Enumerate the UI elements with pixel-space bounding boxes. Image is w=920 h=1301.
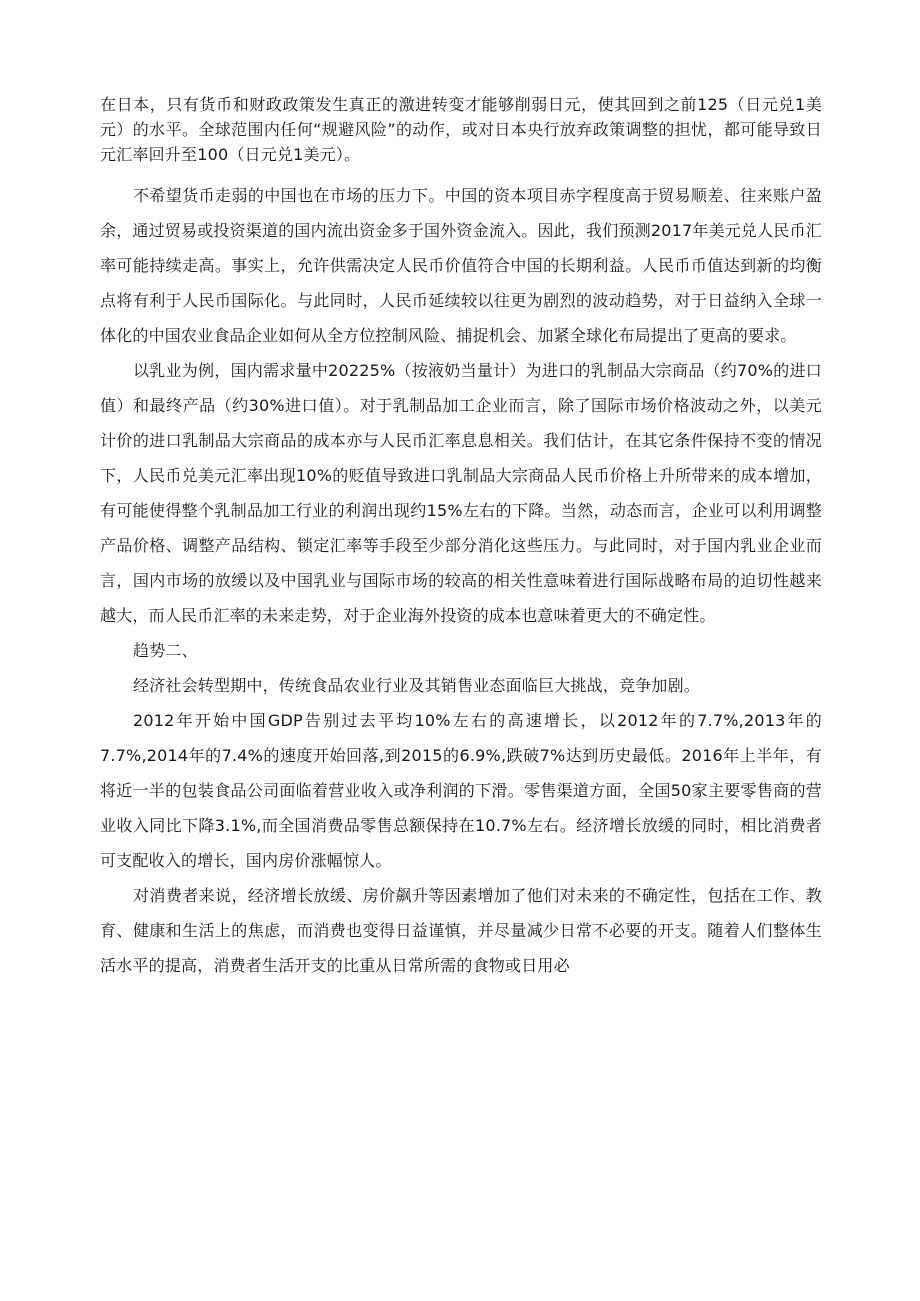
paragraph-dairy-example: 以乳业为例，国内需求量中20225%（按液奶当量计）为进口的乳制品大宗商品（约70%的进口值）和最终产品（约30%进口值）。对于乳制品加工企业而言，除了国际市场价格波动之外，以美元计价的进口乳制品大宗商品的成本亦与人民币汇率息息相关。我们估计，在其它条件保持不变的情况下，人民币兑美元汇率出现10%的贬值导致进口乳制品大宗商品人民币价格上升所带来的成本增加，有可能使得整个乳制品加工行业的利润出现约15%左右的下降。当然，动态而言，企业可以利用调整产品价格、调整产品结构、锁定汇率等手段至少部分消化这些压力。与此同时，对于国内乳业企业而言，国内市场的放缓以及中国乳业与国际市场的较高的相关性意味着进行国际战略布局的迫切性越来越大，而人民币汇率的未来走势，对于企业海外投资的成本也意味着更大的不确定性。: [100, 361, 822, 625]
heading-trend-two: 趋势二、: [133, 641, 198, 660]
paragraph-trend-two-summary: 经济社会转型期中，传统食品农业行业及其销售业态面临巨大挑战，竞争加剧。: [133, 676, 701, 695]
paragraph-china-currency: 不希望货币走弱的中国也在市场的压力下。中国的资本项目赤字程度高于贸易顺差、往来账户盈余，通过贸易或投资渠道的国内流出资金多于国外资金流入。因此，我们预测2017年美元兑人民币汇率可能持续走高。事实上，允许供需决定人民币价值符合中国的长期利益。人民币币值达到新的均衡点将有利于人民币国际化。与此同时，人民币延续较以往更为剧烈的波动趋势，对于日益纳入全球一体化的中国农业食品企业如何从全方位控制风险、捕捉机会、加紧全球化布局提出了更高的要求。: [100, 186, 822, 345]
paragraph-yen-outlook: 在日本，只有货币和财政政策发生真正的激进转变才能够削弱日元，使其回到之前125（日元兑1美元）的水平。全球范围内任何“规避风险”的动作，或对日本央行放弃政策调整的担忧，都可能导致日元汇率回升至100（日元兑1美元）。: [100, 95, 822, 164]
document-body: [100, 92, 822, 983]
paragraph-consumer-uncertainty: 对消费者来说，经济增长放缓、房价飙升等因素增加了他们对未来的不确定性，包括在工作、教育、健康和生活上的焦虑，而消费也变得日益谨慎，并尽量减少日常不必要的开支。随着人们整体生活水平的提高，消费者生活开支的比重从日常所需的食物或日用必: [100, 886, 822, 975]
paragraph-gdp-growth: 2012年开始中国GDP告别过去平均10%左右的高速增长，以2012年的7.7%,2013年的7.7%,2014年的7.4%的速度开始回落,到2015的6.9%,跌破7%达到历史最低。2016年上半年，有将近一半的包装食品公司面临着营业收入或净利润的下滑。零售渠道方面，全国50家主要零售商的营业收入同比下降3.1%,而全国消费品零售总额保持在10.7%左右。经济增长放缓的同时，相比消费者可支配收入的增长，国内房价涨幅惊人。: [100, 711, 822, 870]
